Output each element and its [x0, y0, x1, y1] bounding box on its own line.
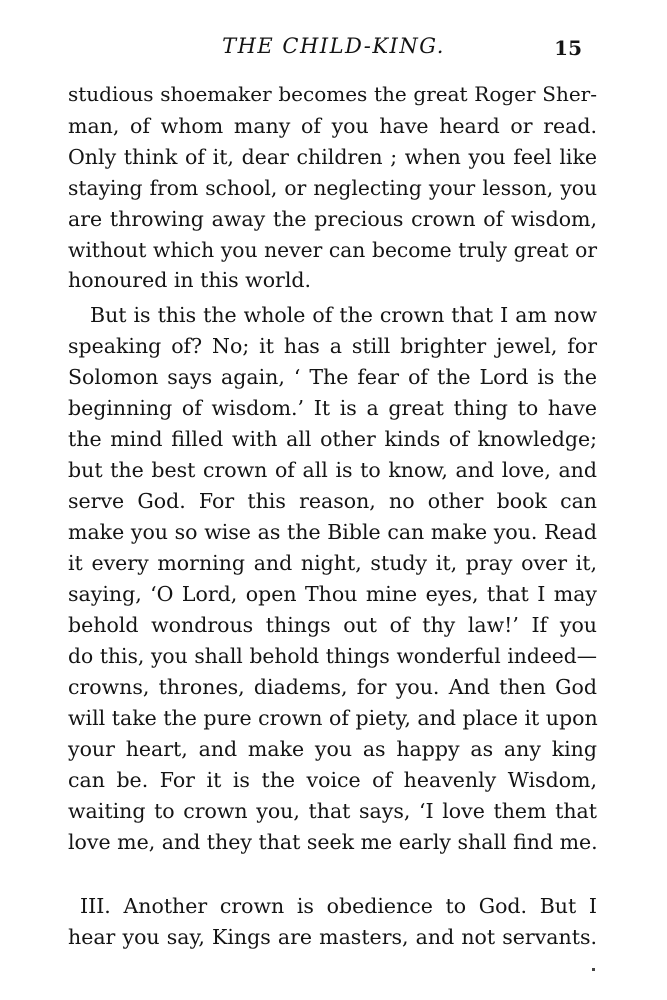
text-line: waiting to crown you, that says, ‘I love them that: [68, 799, 597, 823]
text-line: Solomon says again, ‘ The fear of the Lord is the: [68, 365, 597, 389]
text-line: it every morning and night, study it, pray over it,: [68, 551, 597, 575]
print-speck: [592, 968, 595, 971]
text-line: man, of whom many of you have heard or read.: [68, 114, 597, 138]
text-line: Only think of it, dear children ; when you feel like: [68, 145, 597, 169]
text-line: crowns, thrones, diadems, for you. And then God: [68, 675, 597, 699]
text-line: make you so wise as the Bible can make you. Read: [68, 520, 597, 544]
text-line: behold wondrous things out of thy law!’ If you: [68, 613, 597, 637]
text-line: saying, ‘O Lord, open Thou mine eyes, that I may: [68, 582, 597, 606]
running-title: THE CHILD-KING.: [222, 34, 445, 58]
text-line: But is this the whole of the crown that I am now: [90, 303, 597, 327]
text-line: beginning of wisdom.’ It is a great thing to have: [68, 396, 597, 420]
page-header: [0, 34, 667, 64]
text-line: are throwing away the precious crown of wisdom,: [68, 207, 597, 231]
text-line: your heart, and make you as happy as any king: [68, 737, 597, 761]
text-line: honoured in this world.: [68, 268, 312, 292]
text-line: will take the pure crown of piety, and place it upon: [68, 706, 598, 730]
text-line: without which you never can become truly great or: [68, 238, 597, 262]
text-line: III. Another crown is obedience to God. But I: [80, 894, 597, 918]
text-line: serve God. For this reason, no other book can: [68, 489, 597, 513]
page-number: 15: [554, 36, 582, 60]
text-line: speaking of? No; it has a still brighter jewel, for: [68, 334, 597, 358]
text-line: the mind filled with all other kinds of knowledge;: [68, 427, 597, 451]
text-line: can be. For it is the voice of heavenly Wisdom,: [68, 768, 597, 792]
text-line: studious shoemaker becomes the great Roger Sher-: [68, 82, 597, 106]
text-line: do this, you shall behold things wonderful indeed—: [68, 644, 597, 668]
text-line: staying from school, or neglecting your lesson, you: [68, 176, 597, 200]
text-line: but the best crown of all is to know, and love, and: [68, 458, 597, 482]
text-line: love me, and they that seek me early shall find me.: [68, 830, 598, 854]
text-line: hear you say, Kings are masters, and not servants.: [68, 925, 597, 949]
